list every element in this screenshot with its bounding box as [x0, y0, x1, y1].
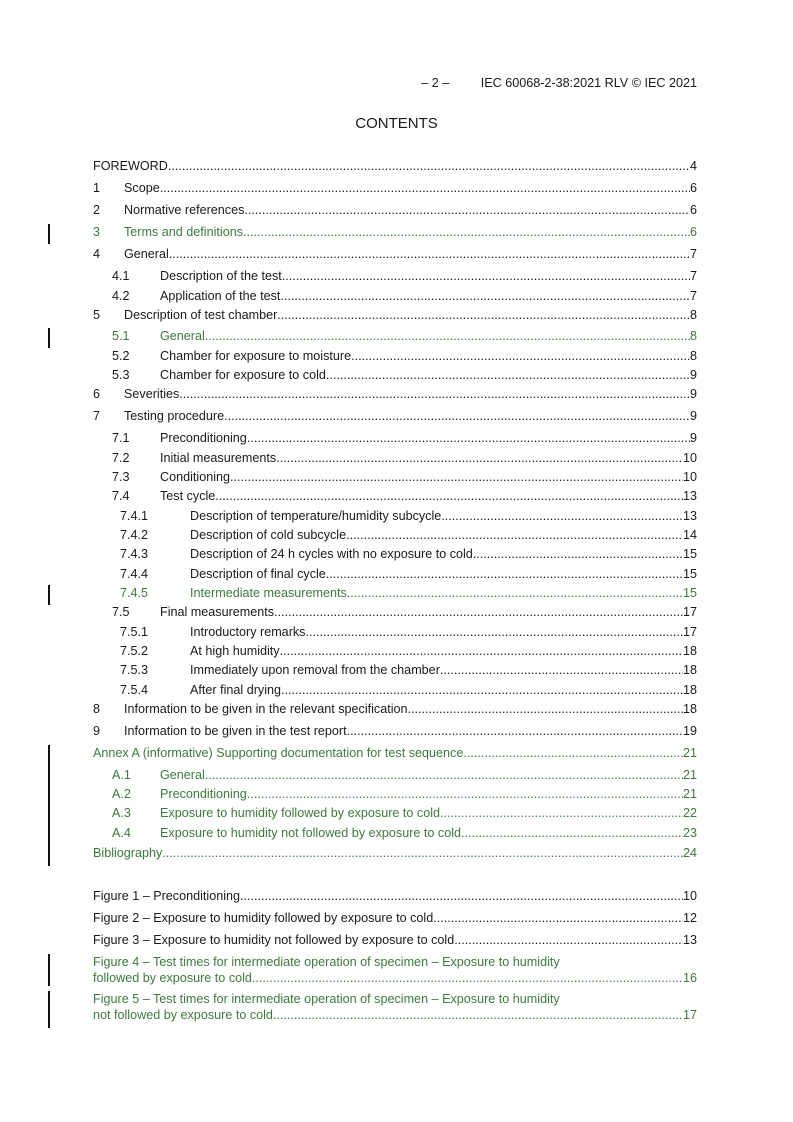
toc-entry-page: 15	[682, 567, 697, 581]
toc-entry-page: 6	[689, 225, 697, 239]
dot-leader	[305, 624, 683, 640]
change-bar	[48, 954, 50, 986]
toc-entry-title: Description of final cycle	[190, 567, 326, 581]
toc-entry-number: 7.4.5	[120, 586, 149, 600]
toc-entry-title: Conditioning	[160, 470, 231, 484]
dot-leader	[463, 745, 683, 761]
page-header	[421, 76, 697, 90]
toc-entry-page: 17	[682, 605, 697, 619]
toc-entry-title: General	[160, 329, 205, 343]
toc-entry-page: 13	[682, 489, 697, 503]
toc-entry[interactable]	[93, 408, 697, 424]
toc-entry[interactable]	[93, 845, 697, 861]
toc-entry-number: 7.5.4	[120, 683, 149, 697]
toc-entry-page: 10	[682, 451, 697, 465]
toc-entry-page: 6	[689, 181, 697, 195]
figure-entry-page: 17	[682, 1008, 697, 1022]
toc-entry[interactable]	[93, 224, 697, 240]
toc-entry[interactable]	[93, 307, 697, 323]
toc-entry[interactable]	[93, 723, 697, 739]
toc-entry-page: 7	[689, 269, 697, 283]
dot-leader	[169, 246, 690, 262]
dot-leader	[454, 932, 683, 948]
toc-entry-title: Terms and definitions	[124, 225, 244, 239]
dot-leader	[273, 1007, 683, 1023]
dot-leader	[408, 701, 683, 717]
toc-entry-title: Preconditioning	[160, 787, 247, 801]
toc-entry-title: Application of the test	[160, 289, 281, 303]
toc-entry-title: Description of temperature/humidity subcycle	[190, 509, 442, 523]
figure-entry-page: 13	[682, 933, 697, 947]
figure-entry-page: 10	[682, 889, 697, 903]
change-bar	[48, 585, 50, 605]
dot-leader	[215, 488, 683, 504]
toc-entry-number: 3	[93, 225, 101, 239]
dot-leader	[160, 180, 690, 196]
dot-leader	[326, 367, 690, 383]
dot-leader	[347, 585, 683, 601]
dot-leader	[461, 825, 683, 841]
toc-entry-number: 7.4	[112, 489, 130, 503]
dot-leader	[277, 307, 690, 323]
toc-entry-number: 7.3	[112, 470, 130, 484]
toc-entry[interactable]	[93, 745, 697, 761]
dot-leader	[440, 662, 683, 678]
figure-entry[interactable]	[93, 954, 697, 986]
dot-leader	[205, 767, 683, 783]
toc-entry-title: Introductory remarks	[190, 625, 306, 639]
toc-entry-title: Preconditioning	[160, 431, 247, 445]
toc-entry-number: 7.4.2	[120, 528, 149, 542]
toc-entry-page: 18	[682, 683, 697, 697]
dot-leader	[440, 805, 683, 821]
figure-entry-page: 16	[682, 971, 697, 985]
change-bar	[48, 328, 50, 348]
figure-entry[interactable]	[93, 991, 697, 1023]
toc-entry-title: General	[124, 247, 169, 261]
toc-entry-page: 8	[689, 329, 697, 343]
figure-entry[interactable]	[93, 910, 697, 926]
toc-entry-number: 2	[93, 203, 101, 217]
figure-entry-title-line1: Figure 5 – Test times for intermediate operation of specimen – Exposure to humidity	[93, 992, 560, 1006]
toc-entry-title: Scope	[124, 181, 160, 195]
toc-entry-title: Exposure to humidity followed by exposure to cold	[160, 806, 441, 820]
dot-leader	[240, 888, 683, 904]
figure-entry[interactable]	[93, 888, 697, 904]
toc-entry-page: 24	[682, 846, 697, 860]
toc-entry-title: Description of cold subcycle	[190, 528, 347, 542]
toc-entry-page: 21	[682, 746, 697, 760]
dot-leader	[252, 970, 683, 986]
toc-entry-title: Description of test chamber	[124, 308, 278, 322]
toc-entry-title: Bibliography	[93, 846, 163, 860]
toc-entry-page: 18	[682, 644, 697, 658]
page-number: – 2 –	[421, 76, 450, 90]
toc-entry-page: 4	[689, 159, 697, 173]
dot-leader	[162, 845, 683, 861]
toc-entry-page: 7	[689, 289, 697, 303]
toc-entry-title: Information to be given in the relevant specification	[124, 702, 408, 716]
dot-leader	[205, 328, 690, 344]
dot-leader	[281, 682, 683, 698]
toc-entry-page: 17	[682, 625, 697, 639]
toc-entry-number: 5.2	[112, 349, 130, 363]
toc-entry-number: 8	[93, 702, 101, 716]
toc-entry-number: 5.3	[112, 368, 130, 382]
toc-entry[interactable]	[93, 268, 697, 284]
toc-entry-page: 9	[689, 387, 697, 401]
toc-entry-title: Final measurements	[160, 605, 275, 619]
figure-entry-title: followed by exposure to cold	[93, 971, 252, 985]
toc-entry[interactable]	[93, 288, 697, 304]
toc-entry-number: 7.5.3	[120, 663, 149, 677]
toc-entry-page: 6	[689, 203, 697, 217]
toc-entry[interactable]	[93, 566, 697, 582]
toc-entry-page: 18	[682, 702, 697, 716]
toc-entry[interactable]	[93, 450, 697, 466]
toc-entry[interactable]	[93, 367, 697, 383]
document-id: IEC 60068-2-38:2021 RLV © IEC 2021	[480, 76, 697, 90]
toc-entry[interactable]	[93, 202, 697, 218]
toc-entry-title: Chamber for exposure to cold	[160, 368, 326, 382]
toc-entry[interactable]	[93, 682, 697, 698]
dot-leader	[274, 604, 683, 620]
toc-entry[interactable]	[93, 488, 697, 504]
figure-entry-page: 12	[682, 911, 697, 925]
dot-leader	[168, 158, 690, 174]
toc-entry-number: A.4	[112, 826, 131, 840]
dot-leader	[230, 469, 683, 485]
dot-leader	[247, 786, 683, 802]
toc-entry-page: 9	[689, 409, 697, 423]
toc-entry-title: At high humidity	[190, 644, 280, 658]
toc-entry[interactable]	[93, 386, 697, 402]
dot-leader	[433, 910, 683, 926]
toc-entry[interactable]	[93, 662, 697, 678]
toc-entry[interactable]	[93, 643, 697, 659]
toc-entry[interactable]	[93, 180, 697, 196]
toc-entry[interactable]	[93, 348, 697, 364]
toc-entry-number: 7.5.1	[120, 625, 149, 639]
dot-leader	[224, 408, 690, 424]
toc-entry-title: Exposure to humidity not followed by exposure to cold	[160, 826, 462, 840]
change-bar	[48, 745, 50, 866]
dot-leader	[276, 450, 683, 466]
toc-entry-title: Severities	[124, 387, 180, 401]
toc-entry-number: A.1	[112, 768, 131, 782]
toc-entry[interactable]	[93, 604, 697, 620]
toc-entry-page: 9	[689, 431, 697, 445]
toc-entry-title: Annex A (informative) Supporting documentation for test sequence	[93, 746, 464, 760]
toc-entry-title: Initial measurements	[160, 451, 277, 465]
toc-entry-page: 8	[689, 349, 697, 363]
figure-entry-title-line1: Figure 4 – Test times for intermediate operation of specimen – Exposure to humidity	[93, 955, 560, 969]
toc-entry-number: 7.5	[112, 605, 130, 619]
toc-entry-page: 7	[689, 247, 697, 261]
toc-entry[interactable]	[93, 546, 697, 562]
toc-entry[interactable]	[93, 158, 697, 174]
toc-entry-number: 7.1	[112, 431, 130, 445]
figure-entry-title: Figure 1 – Preconditioning	[93, 889, 241, 903]
toc-entry-page: 13	[682, 509, 697, 523]
toc-entry[interactable]	[93, 585, 697, 601]
dot-leader	[243, 224, 690, 240]
toc-entry-number: 7.4.3	[120, 547, 149, 561]
toc-entry[interactable]	[93, 328, 697, 344]
toc-entry[interactable]	[93, 508, 697, 524]
toc-entry[interactable]	[93, 246, 697, 262]
toc-entry-page: 19	[682, 724, 697, 738]
toc-entry-number: 7.4.4	[120, 567, 149, 581]
dot-leader	[280, 643, 683, 659]
toc-entry-page: 15	[682, 547, 697, 561]
toc-entry-title: General	[160, 768, 205, 782]
toc-entry-number: 7.2	[112, 451, 130, 465]
toc-entry[interactable]	[93, 624, 697, 640]
toc-entry-title: Intermediate measurements	[190, 586, 347, 600]
change-bar	[48, 224, 50, 244]
toc-entry-number: 5.1	[112, 329, 130, 343]
dot-leader	[473, 546, 683, 562]
toc-entry-number: 4.1	[112, 269, 130, 283]
toc-entry-number: 9	[93, 724, 101, 738]
toc-entry[interactable]	[93, 805, 697, 821]
toc-entry-number: 4	[93, 247, 101, 261]
toc-entry-page: 18	[682, 663, 697, 677]
dot-leader	[282, 268, 690, 284]
figure-entry-title: Figure 3 – Exposure to humidity not followed by exposure to cold	[93, 933, 455, 947]
toc-entry[interactable]	[93, 430, 697, 446]
dot-leader	[441, 508, 683, 524]
toc-entry-number: 4.2	[112, 289, 130, 303]
toc-entry-page: 9	[689, 368, 697, 382]
toc-entry-title: After final drying	[190, 683, 281, 697]
toc-entry[interactable]	[93, 527, 697, 543]
dot-leader	[347, 723, 683, 739]
toc-entry-number: A.3	[112, 806, 131, 820]
contents-title: CONTENTS	[355, 115, 438, 132]
toc-entry-page: 22	[682, 806, 697, 820]
toc-entry-number: 7.5.2	[120, 644, 149, 658]
toc-entry-title: Information to be given in the test report	[124, 724, 347, 738]
dot-leader	[179, 386, 690, 402]
toc-entry-title: Testing procedure	[124, 409, 225, 423]
toc-entry[interactable]	[93, 825, 697, 841]
toc-entry-title: FOREWORD	[93, 159, 168, 173]
dot-leader	[280, 288, 690, 304]
dot-leader	[351, 348, 690, 364]
toc-entry[interactable]	[93, 786, 697, 802]
toc-entry-page: 15	[682, 586, 697, 600]
dot-leader	[247, 430, 690, 446]
toc-entry-page: 8	[689, 308, 697, 322]
toc-entry-number: 7.4.1	[120, 509, 149, 523]
dot-leader	[346, 527, 683, 543]
toc-entry-title: Description of 24 h cycles with no exposure to cold	[190, 547, 473, 561]
toc-entry-number: 7	[93, 409, 101, 423]
toc-entry-page: 23	[682, 826, 697, 840]
toc-entry-number: 6	[93, 387, 101, 401]
figure-entry-title: not followed by exposure to cold	[93, 1008, 273, 1022]
toc-entry-number: A.2	[112, 787, 131, 801]
toc-entry-title: Chamber for exposure to moisture	[160, 349, 352, 363]
dot-leader	[326, 566, 683, 582]
change-bar	[48, 991, 50, 1028]
toc-entry[interactable]	[93, 469, 697, 485]
toc-entry-page: 21	[682, 787, 697, 801]
toc-entry[interactable]	[93, 701, 697, 717]
toc-entry-number: 1	[93, 181, 101, 195]
toc-entry-title: Immediately upon removal from the chamber	[190, 663, 440, 677]
toc-entry[interactable]	[93, 767, 697, 783]
toc-entry-page: 14	[682, 528, 697, 542]
toc-entry-page: 10	[682, 470, 697, 484]
toc-entry-page: 21	[682, 768, 697, 782]
toc-entry-title: Description of the test	[160, 269, 282, 283]
toc-entry-title: Test cycle	[160, 489, 216, 503]
dot-leader	[244, 202, 690, 218]
toc-entry-number: 5	[93, 308, 101, 322]
toc-entry-title: Normative references	[124, 203, 245, 217]
figure-entry-title: Figure 2 – Exposure to humidity followed by exposure to cold	[93, 911, 434, 925]
figure-entry[interactable]	[93, 932, 697, 948]
